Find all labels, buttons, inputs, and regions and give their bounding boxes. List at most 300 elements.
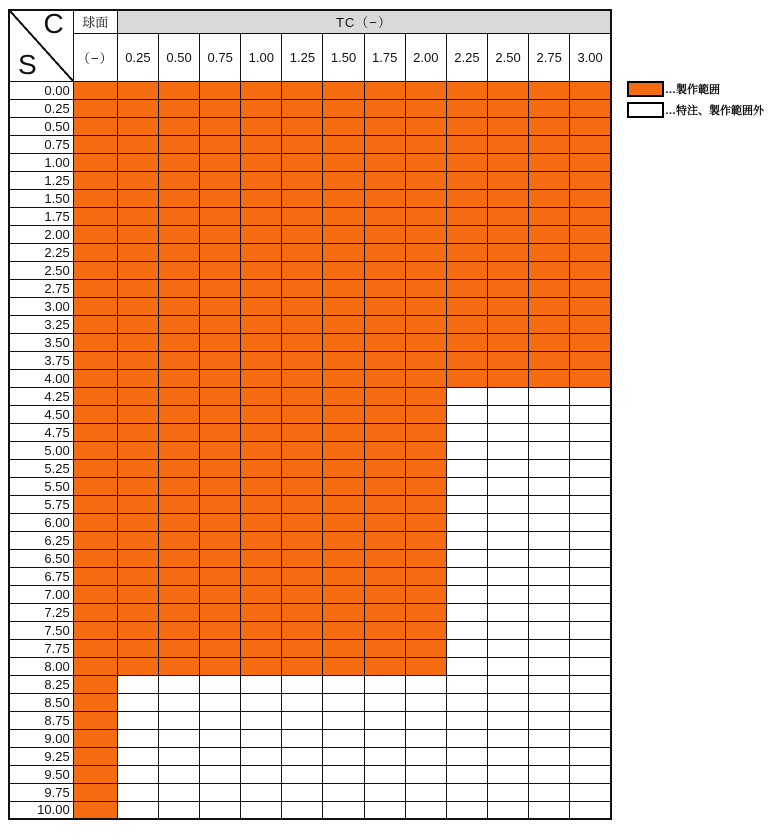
grid-cell-in-range bbox=[405, 297, 446, 315]
grid-cell-out-of-range bbox=[529, 405, 570, 423]
grid-cell-in-range bbox=[282, 207, 323, 225]
grid-cell-in-range bbox=[323, 387, 364, 405]
grid-cell-in-range bbox=[200, 351, 241, 369]
grid-cell-in-range bbox=[487, 351, 528, 369]
grid-cell-in-range bbox=[73, 279, 117, 297]
grid-cell-in-range bbox=[73, 99, 117, 117]
grid-cell-in-range bbox=[200, 117, 241, 135]
grid-cell-in-range bbox=[282, 297, 323, 315]
grid-cell-in-range bbox=[241, 369, 282, 387]
grid-cell-out-of-range bbox=[529, 477, 570, 495]
grid-cell-out-of-range bbox=[570, 621, 611, 639]
grid-cell-in-range bbox=[241, 423, 282, 441]
grid-cell-in-range bbox=[323, 189, 364, 207]
row-label: 6.50 bbox=[9, 549, 73, 567]
grid-cell-out-of-range bbox=[446, 639, 487, 657]
grid-cell-in-range bbox=[529, 279, 570, 297]
grid-cell-in-range bbox=[323, 243, 364, 261]
grid-cell-out-of-range bbox=[117, 801, 158, 819]
grid-cell-out-of-range bbox=[446, 441, 487, 459]
grid-cell-in-range bbox=[323, 171, 364, 189]
grid-cell-in-range bbox=[323, 405, 364, 423]
grid-cell-out-of-range bbox=[446, 603, 487, 621]
grid-cell-in-range bbox=[117, 189, 158, 207]
grid-cell-in-range bbox=[487, 207, 528, 225]
grid-cell-in-range bbox=[200, 477, 241, 495]
table-row bbox=[9, 711, 611, 729]
table-row bbox=[9, 639, 611, 657]
table-row bbox=[9, 675, 611, 693]
grid-cell-in-range bbox=[117, 117, 158, 135]
grid-cell-in-range bbox=[117, 225, 158, 243]
grid-cell-out-of-range bbox=[487, 639, 528, 657]
grid-cell-out-of-range bbox=[323, 693, 364, 711]
legend-swatch-orange bbox=[627, 81, 664, 97]
grid-cell-in-range bbox=[323, 351, 364, 369]
grid-cell-in-range bbox=[158, 333, 199, 351]
grid-cell-out-of-range bbox=[487, 621, 528, 639]
grid-cell-in-range bbox=[241, 261, 282, 279]
grid-cell-out-of-range bbox=[241, 747, 282, 765]
row-label: 5.50 bbox=[9, 477, 73, 495]
grid-cell-in-range bbox=[323, 279, 364, 297]
table-row bbox=[9, 603, 611, 621]
grid-cell-in-range bbox=[73, 225, 117, 243]
row-label: 2.00 bbox=[9, 225, 73, 243]
row-label: 6.00 bbox=[9, 513, 73, 531]
legend-label: …製作範囲 bbox=[665, 84, 720, 96]
row-label: 5.25 bbox=[9, 459, 73, 477]
table-row bbox=[9, 315, 611, 333]
grid-cell-out-of-range bbox=[446, 567, 487, 585]
grid-cell-in-range bbox=[117, 603, 158, 621]
grid-cell-out-of-range bbox=[487, 387, 528, 405]
grid-cell-in-range bbox=[200, 171, 241, 189]
grid-cell-in-range bbox=[364, 333, 405, 351]
grid-cell-in-range bbox=[405, 333, 446, 351]
grid-cell-in-range bbox=[323, 315, 364, 333]
grid-cell-out-of-range bbox=[529, 747, 570, 765]
grid-cell-in-range bbox=[200, 657, 241, 675]
grid-cell-in-range bbox=[117, 549, 158, 567]
grid-cell-in-range bbox=[446, 297, 487, 315]
grid-cell-out-of-range bbox=[405, 801, 446, 819]
grid-cell-in-range bbox=[529, 207, 570, 225]
grid-cell-in-range bbox=[158, 459, 199, 477]
row-label: 8.75 bbox=[9, 711, 73, 729]
grid-cell-in-range bbox=[570, 261, 611, 279]
grid-cell-in-range bbox=[570, 189, 611, 207]
grid-cell-in-range bbox=[487, 135, 528, 153]
grid-cell-out-of-range bbox=[529, 639, 570, 657]
grid-cell-in-range bbox=[73, 513, 117, 531]
grid-cell-in-range bbox=[282, 639, 323, 657]
row-label: 8.00 bbox=[9, 657, 73, 675]
table-row bbox=[9, 459, 611, 477]
grid-cell-in-range bbox=[446, 351, 487, 369]
grid-cell-in-range bbox=[241, 99, 282, 117]
grid-cell-in-range bbox=[158, 387, 199, 405]
tc-column-header: 0.25 bbox=[117, 33, 158, 81]
grid-cell-in-range bbox=[323, 207, 364, 225]
grid-cell-in-range bbox=[282, 405, 323, 423]
grid-cell-in-range bbox=[487, 315, 528, 333]
grid-cell-in-range bbox=[117, 387, 158, 405]
grid-cell-in-range bbox=[323, 639, 364, 657]
sphere-sign-header: （−） bbox=[73, 33, 117, 81]
row-label: 8.50 bbox=[9, 693, 73, 711]
grid-cell-out-of-range bbox=[529, 387, 570, 405]
table-row bbox=[9, 99, 611, 117]
grid-cell-in-range bbox=[117, 333, 158, 351]
grid-cell-in-range bbox=[364, 423, 405, 441]
grid-cell-out-of-range bbox=[570, 639, 611, 657]
grid-cell-out-of-range bbox=[446, 729, 487, 747]
grid-cell-in-range bbox=[405, 81, 446, 99]
tc-column-header: 2.00 bbox=[405, 33, 446, 81]
grid-cell-out-of-range bbox=[241, 711, 282, 729]
table-row bbox=[9, 585, 611, 603]
grid-cell-in-range bbox=[570, 315, 611, 333]
grid-cell-in-range bbox=[241, 297, 282, 315]
grid-cell-in-range bbox=[73, 297, 117, 315]
grid-cell-in-range bbox=[364, 225, 405, 243]
grid-cell-in-range bbox=[73, 189, 117, 207]
grid-cell-out-of-range bbox=[117, 765, 158, 783]
grid-cell-in-range bbox=[158, 477, 199, 495]
grid-cell-in-range bbox=[241, 207, 282, 225]
grid-cell-in-range bbox=[323, 423, 364, 441]
grid-cell-in-range bbox=[529, 81, 570, 99]
grid-cell-in-range bbox=[117, 495, 158, 513]
tc-value-header-row bbox=[9, 33, 611, 81]
grid-cell-in-range bbox=[158, 585, 199, 603]
grid-cell-in-range bbox=[282, 225, 323, 243]
grid-cell-in-range bbox=[117, 369, 158, 387]
grid-cell-out-of-range bbox=[570, 387, 611, 405]
table-row bbox=[9, 549, 611, 567]
grid-cell-in-range bbox=[364, 297, 405, 315]
grid-cell-in-range bbox=[73, 369, 117, 387]
grid-cell-in-range bbox=[364, 549, 405, 567]
grid-cell-in-range bbox=[282, 549, 323, 567]
grid-cell-in-range bbox=[364, 585, 405, 603]
grid-cell-out-of-range bbox=[200, 765, 241, 783]
grid-cell-in-range bbox=[405, 657, 446, 675]
table-row bbox=[9, 387, 611, 405]
row-label: 2.75 bbox=[9, 279, 73, 297]
grid-cell-in-range bbox=[158, 531, 199, 549]
grid-cell-in-range bbox=[446, 261, 487, 279]
tc-column-header: 1.50 bbox=[323, 33, 364, 81]
grid-cell-in-range bbox=[282, 333, 323, 351]
grid-cell-out-of-range bbox=[529, 783, 570, 801]
grid-cell-in-range bbox=[73, 729, 117, 747]
grid-cell-out-of-range bbox=[529, 549, 570, 567]
grid-cell-in-range bbox=[282, 387, 323, 405]
grid-cell-in-range bbox=[73, 639, 117, 657]
grid-cell-in-range bbox=[529, 135, 570, 153]
row-label: 0.25 bbox=[9, 99, 73, 117]
grid-cell-in-range bbox=[323, 531, 364, 549]
row-label: 7.25 bbox=[9, 603, 73, 621]
grid-cell-in-range bbox=[282, 513, 323, 531]
grid-cell-in-range bbox=[241, 117, 282, 135]
grid-cell-in-range bbox=[529, 297, 570, 315]
grid-cell-in-range bbox=[364, 315, 405, 333]
grid-cell-in-range bbox=[405, 531, 446, 549]
grid-cell-out-of-range bbox=[200, 801, 241, 819]
grid-cell-in-range bbox=[241, 567, 282, 585]
grid-cell-in-range bbox=[200, 189, 241, 207]
grid-cell-in-range bbox=[241, 351, 282, 369]
grid-cell-out-of-range bbox=[158, 675, 199, 693]
grid-cell-in-range bbox=[158, 621, 199, 639]
grid-cell-in-range bbox=[158, 171, 199, 189]
grid-cell-in-range bbox=[241, 657, 282, 675]
grid-cell-in-range bbox=[405, 477, 446, 495]
grid-cell-in-range bbox=[364, 459, 405, 477]
grid-cell-in-range bbox=[487, 369, 528, 387]
grid-cell-out-of-range bbox=[446, 459, 487, 477]
grid-cell-out-of-range bbox=[487, 477, 528, 495]
grid-cell-in-range bbox=[282, 477, 323, 495]
grid-cell-in-range bbox=[73, 567, 117, 585]
grid-cell-in-range bbox=[446, 369, 487, 387]
row-label: 3.75 bbox=[9, 351, 73, 369]
grid-cell-in-range bbox=[117, 297, 158, 315]
grid-cell-out-of-range bbox=[529, 423, 570, 441]
legend-label: …特注、製作範囲外 bbox=[665, 105, 764, 117]
grid-cell-out-of-range bbox=[570, 693, 611, 711]
grid-cell-in-range bbox=[570, 117, 611, 135]
grid-cell-in-range bbox=[241, 225, 282, 243]
grid-cell-in-range bbox=[323, 459, 364, 477]
grid-cell-in-range bbox=[200, 441, 241, 459]
grid-cell-out-of-range bbox=[529, 693, 570, 711]
table-row bbox=[9, 369, 611, 387]
corner-sphere-label: S bbox=[18, 48, 37, 80]
grid-cell-in-range bbox=[158, 117, 199, 135]
grid-cell-in-range bbox=[405, 639, 446, 657]
row-label: 1.50 bbox=[9, 189, 73, 207]
grid-cell-out-of-range bbox=[446, 783, 487, 801]
grid-cell-out-of-range bbox=[487, 783, 528, 801]
grid-cell-in-range bbox=[405, 459, 446, 477]
grid-cell-in-range bbox=[117, 351, 158, 369]
grid-cell-in-range bbox=[73, 171, 117, 189]
grid-cell-in-range bbox=[73, 135, 117, 153]
grid-cell-out-of-range bbox=[200, 693, 241, 711]
grid-cell-in-range bbox=[117, 207, 158, 225]
row-label: 5.75 bbox=[9, 495, 73, 513]
grid-cell-in-range bbox=[405, 423, 446, 441]
table-row bbox=[9, 747, 611, 765]
table-row bbox=[9, 477, 611, 495]
grid-cell-in-range bbox=[323, 333, 364, 351]
grid-cell-in-range bbox=[405, 261, 446, 279]
grid-cell-in-range bbox=[529, 261, 570, 279]
grid-cell-in-range bbox=[405, 513, 446, 531]
grid-cell-out-of-range bbox=[487, 567, 528, 585]
grid-cell-out-of-range bbox=[529, 765, 570, 783]
grid-cell-in-range bbox=[73, 153, 117, 171]
row-label: 8.25 bbox=[9, 675, 73, 693]
grid-cell-in-range bbox=[158, 279, 199, 297]
row-label: 7.75 bbox=[9, 639, 73, 657]
grid-cell-in-range bbox=[529, 225, 570, 243]
grid-cell-in-range bbox=[570, 81, 611, 99]
grid-cell-in-range bbox=[364, 621, 405, 639]
row-label: 9.75 bbox=[9, 783, 73, 801]
grid-cell-out-of-range bbox=[570, 765, 611, 783]
grid-cell-in-range bbox=[241, 189, 282, 207]
grid-cell-in-range bbox=[73, 675, 117, 693]
grid-cell-out-of-range bbox=[158, 693, 199, 711]
table-row bbox=[9, 81, 611, 99]
grid-cell-in-range bbox=[241, 171, 282, 189]
grid-cell-out-of-range bbox=[446, 513, 487, 531]
table-row bbox=[9, 261, 611, 279]
grid-cell-in-range bbox=[487, 81, 528, 99]
grid-cell-out-of-range bbox=[405, 765, 446, 783]
grid-cell-in-range bbox=[529, 171, 570, 189]
grid-cell-in-range bbox=[117, 531, 158, 549]
tc-column-header: 1.75 bbox=[364, 33, 405, 81]
grid-cell-in-range bbox=[323, 495, 364, 513]
grid-cell-out-of-range bbox=[200, 783, 241, 801]
row-label: 7.00 bbox=[9, 585, 73, 603]
grid-cell-in-range bbox=[570, 135, 611, 153]
tc-column-header: 0.50 bbox=[158, 33, 199, 81]
grid-cell-in-range bbox=[241, 243, 282, 261]
grid-cell-out-of-range bbox=[529, 729, 570, 747]
table-row bbox=[9, 729, 611, 747]
grid-cell-in-range bbox=[282, 585, 323, 603]
legend-row bbox=[627, 102, 764, 118]
corner-cylinder-label: C bbox=[43, 8, 64, 39]
table-row bbox=[9, 351, 611, 369]
grid-cell-in-range bbox=[529, 315, 570, 333]
grid-cell-in-range bbox=[405, 603, 446, 621]
grid-cell-out-of-range bbox=[487, 441, 528, 459]
grid-cell-out-of-range bbox=[241, 729, 282, 747]
grid-cell-in-range bbox=[241, 495, 282, 513]
tc-group-header: TC（−） bbox=[117, 10, 611, 33]
table-row bbox=[9, 135, 611, 153]
grid-cell-in-range bbox=[158, 603, 199, 621]
grid-cell-out-of-range bbox=[446, 801, 487, 819]
grid-cell-in-range bbox=[282, 351, 323, 369]
grid-cell-in-range bbox=[282, 459, 323, 477]
row-label: 6.75 bbox=[9, 567, 73, 585]
grid-cell-in-range bbox=[364, 117, 405, 135]
grid-cell-out-of-range bbox=[364, 801, 405, 819]
grid-cell-in-range bbox=[241, 549, 282, 567]
grid-cell-out-of-range bbox=[446, 423, 487, 441]
grid-cell-in-range bbox=[200, 513, 241, 531]
grid-cell-out-of-range bbox=[282, 711, 323, 729]
grid-cell-in-range bbox=[570, 225, 611, 243]
table-row bbox=[9, 171, 611, 189]
grid-cell-in-range bbox=[200, 153, 241, 171]
grid-cell-in-range bbox=[323, 621, 364, 639]
grid-cell-out-of-range bbox=[570, 747, 611, 765]
grid-cell-in-range bbox=[405, 585, 446, 603]
grid-cell-in-range bbox=[73, 405, 117, 423]
tc-column-header: 2.25 bbox=[446, 33, 487, 81]
grid-cell-in-range bbox=[405, 135, 446, 153]
grid-cell-in-range bbox=[323, 297, 364, 315]
grid-cell-out-of-range bbox=[487, 585, 528, 603]
grid-cell-out-of-range bbox=[446, 621, 487, 639]
row-label: 10.00 bbox=[9, 801, 73, 819]
grid-cell-in-range bbox=[282, 99, 323, 117]
grid-cell-out-of-range bbox=[446, 675, 487, 693]
grid-cell-in-range bbox=[158, 513, 199, 531]
grid-cell-in-range bbox=[73, 207, 117, 225]
grid-cell-in-range bbox=[570, 171, 611, 189]
grid-cell-in-range bbox=[282, 279, 323, 297]
grid-cell-in-range bbox=[241, 387, 282, 405]
grid-cell-in-range bbox=[158, 207, 199, 225]
grid-cell-in-range bbox=[570, 297, 611, 315]
grid-cell-out-of-range bbox=[282, 783, 323, 801]
grid-cell-in-range bbox=[73, 693, 117, 711]
grid-cell-out-of-range bbox=[529, 495, 570, 513]
table-row bbox=[9, 513, 611, 531]
grid-cell-in-range bbox=[200, 405, 241, 423]
grid-cell-in-range bbox=[405, 189, 446, 207]
grid-cell-in-range bbox=[117, 171, 158, 189]
grid-cell-in-range bbox=[323, 513, 364, 531]
grid-cell-in-range bbox=[282, 621, 323, 639]
grid-cell-out-of-range bbox=[570, 459, 611, 477]
grid-cell-out-of-range bbox=[446, 387, 487, 405]
grid-cell-in-range bbox=[282, 81, 323, 99]
grid-cell-in-range bbox=[73, 531, 117, 549]
table-row bbox=[9, 765, 611, 783]
table-row bbox=[9, 297, 611, 315]
grid-cell-in-range bbox=[282, 441, 323, 459]
grid-cell-in-range bbox=[200, 261, 241, 279]
grid-cell-in-range bbox=[117, 423, 158, 441]
grid-cell-out-of-range bbox=[158, 747, 199, 765]
row-label: 4.25 bbox=[9, 387, 73, 405]
grid-cell-in-range bbox=[487, 261, 528, 279]
grid-cell-in-range bbox=[117, 477, 158, 495]
grid-cell-out-of-range bbox=[323, 747, 364, 765]
grid-cell-in-range bbox=[117, 585, 158, 603]
grid-cell-in-range bbox=[200, 603, 241, 621]
grid-cell-in-range bbox=[282, 423, 323, 441]
grid-cell-in-range bbox=[323, 117, 364, 135]
row-label: 0.50 bbox=[9, 117, 73, 135]
grid-cell-in-range bbox=[117, 279, 158, 297]
grid-cell-in-range bbox=[446, 207, 487, 225]
grid-cell-in-range bbox=[446, 189, 487, 207]
grid-cell-out-of-range bbox=[158, 765, 199, 783]
grid-cell-in-range bbox=[200, 315, 241, 333]
grid-cell-out-of-range bbox=[405, 783, 446, 801]
legend bbox=[627, 81, 764, 118]
grid-cell-in-range bbox=[117, 567, 158, 585]
grid-cell-in-range bbox=[323, 585, 364, 603]
grid-cell-in-range bbox=[487, 117, 528, 135]
grid-cell-in-range bbox=[364, 387, 405, 405]
row-label: 7.50 bbox=[9, 621, 73, 639]
grid-cell-in-range bbox=[529, 99, 570, 117]
